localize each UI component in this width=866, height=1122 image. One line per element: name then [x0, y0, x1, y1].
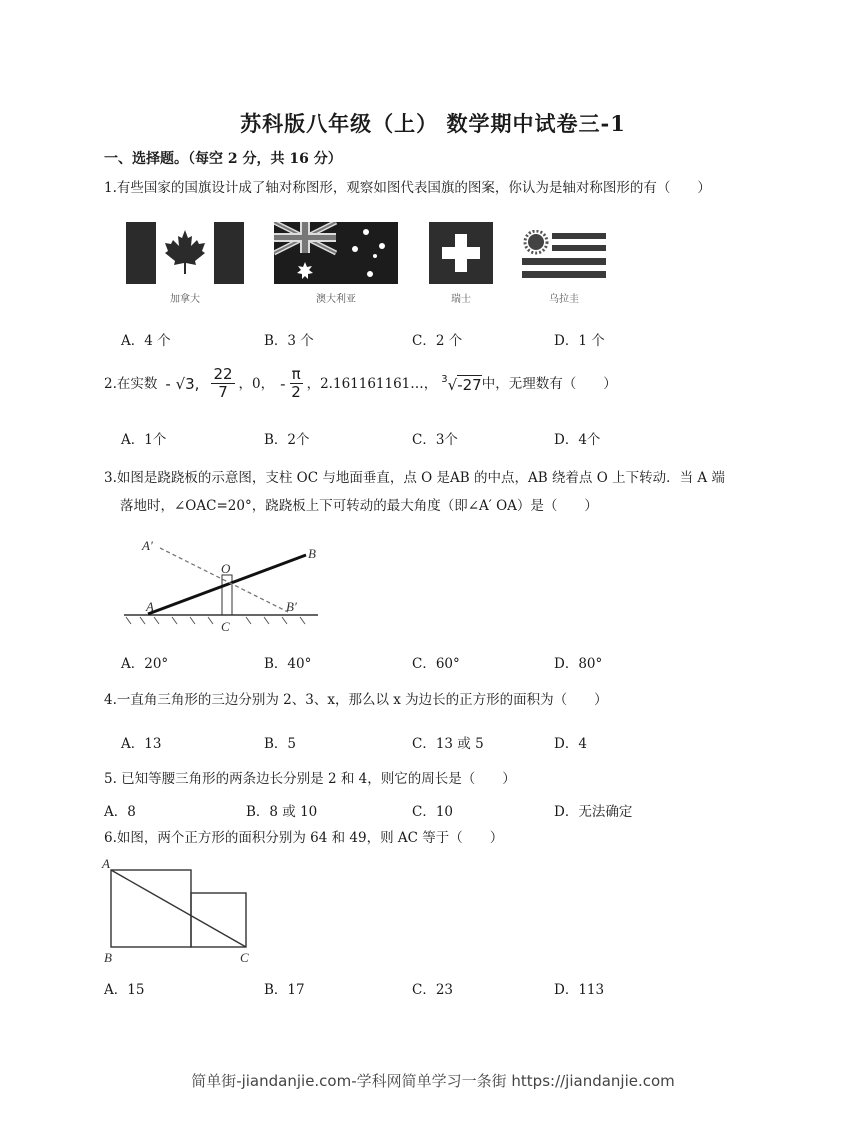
q5-option-d[interactable]: D．无法确定 — [554, 804, 633, 820]
flag-label-uruguay: 乌拉圭 — [549, 294, 579, 305]
q1-option-b[interactable]: B．3 个 — [264, 333, 314, 349]
q1-option-d[interactable]: D．1 个 — [554, 333, 605, 349]
two-squares-diagram — [98, 854, 268, 970]
q3-option-a[interactable]: A．20° — [121, 656, 169, 672]
svg-text:A′: A′ — [142, 538, 153, 553]
q6-option-d[interactable]: D．113 — [554, 982, 605, 998]
footer-watermark: 简单街-jiandanjie.com-学科网简单学习一条街 https://jiandanjie.com — [191, 1072, 675, 1090]
q6-option-a[interactable]: A．15 — [104, 982, 145, 998]
q2-option-d[interactable]: D．4个 — [554, 432, 601, 448]
question-4-text: 4.一直角三角形的三边分别为 2、3、x，那么以 x 为边长的正方形的面积为（ ） — [104, 692, 608, 708]
q3-option-b[interactable]: B．40° — [264, 656, 312, 672]
question-6-text: 6.如图，两个正方形的面积分别为 64 和 49，则 AC 等于（ ） — [104, 830, 504, 846]
q2-suffix: 中，无理数有（ ） — [481, 375, 617, 392]
q5-option-c[interactable]: C．10 — [412, 804, 454, 820]
svg-text:O: O — [221, 561, 231, 576]
q1-option-c[interactable]: C．2 个 — [412, 333, 463, 349]
svg-text:B: B — [104, 950, 112, 965]
q2-neg-sign: - — [280, 374, 286, 393]
q2-neg-sqrt3: - √3, — [165, 374, 200, 393]
canada-flag-icon — [126, 222, 244, 284]
svg-text:B′: B′ — [286, 599, 297, 614]
australia-flag-icon — [274, 222, 398, 284]
q2-option-a[interactable]: A．1个 — [121, 432, 167, 448]
q2-option-c[interactable]: C．3个 — [412, 432, 458, 448]
flag-label-canada: 加拿大 — [170, 294, 200, 305]
q5-option-a[interactable]: A．8 — [104, 804, 136, 820]
q5-option-b[interactable]: B．8 或 10 — [246, 804, 318, 820]
q3-option-d[interactable]: D．80° — [554, 656, 603, 672]
question-1-text: 1.有些国家的国旗设计成了轴对称图形，观察如图代表国旗的图案，你认为是轴对称图形的有（ ） — [104, 180, 711, 196]
q2-decimal: ，2.161161161…， — [306, 375, 438, 392]
q6-option-c[interactable]: C．23 — [412, 982, 454, 998]
question-3-line-1: 3.如图是跷跷板的示意图，支柱 OC 与地面垂直，点 O 是AB 的中点，AB 绕着点 O 上下转动．当 A 端 — [104, 470, 725, 486]
question-5-text: 5. 已知等腰三角形的两条边长分别是 2 和 4，则它的周长是（ ） — [104, 771, 516, 787]
q4-option-c[interactable]: C．13 或 5 — [412, 736, 484, 752]
q4-option-a[interactable]: A．13 — [121, 736, 162, 752]
q2-prefix: 2.在实数 — [104, 375, 158, 392]
q2-cube-root: $^3$√-27 — [441, 374, 482, 394]
switzerland-flag-icon — [429, 222, 493, 284]
uruguay-flag-icon — [522, 230, 606, 280]
question-2-text — [104, 366, 617, 401]
section-heading: 一、选择题。（每空 2 分，共 16 分） — [104, 151, 342, 167]
svg-text:B: B — [308, 546, 316, 561]
q2-fraction-pi-2: $\frac{\pi}{2}$ — [291, 365, 301, 401]
flag-label-australia: 澳大利亚 — [316, 294, 356, 305]
svg-text:A: A — [146, 599, 154, 614]
svg-text:C: C — [221, 619, 230, 634]
svg-text:A: A — [102, 856, 110, 871]
q4-option-d[interactable]: D．4 — [554, 736, 587, 752]
q6-option-b[interactable]: B．17 — [264, 982, 305, 998]
q1-option-a[interactable]: A．4 个 — [121, 333, 171, 349]
flag-label-switzerland: 瑞士 — [451, 294, 471, 305]
seesaw-diagram — [118, 536, 328, 636]
page-title: 苏科版八年级（上） 数学期中试卷三-1 — [240, 111, 626, 136]
q2-zero: ，0， — [238, 375, 275, 392]
q3-option-c[interactable]: C．60° — [412, 656, 460, 672]
svg-text:C: C — [240, 950, 249, 965]
q4-option-b[interactable]: B．5 — [264, 736, 297, 752]
q2-option-b[interactable]: B．2个 — [264, 432, 310, 448]
question-3-line-2: 落地时，∠OAC=20°，跷跷板上下可转动的最大角度（即∠A′ OA）是（ ） — [120, 498, 598, 514]
q2-fraction-22-7: $\frac{22}{7}$ — [213, 365, 233, 401]
